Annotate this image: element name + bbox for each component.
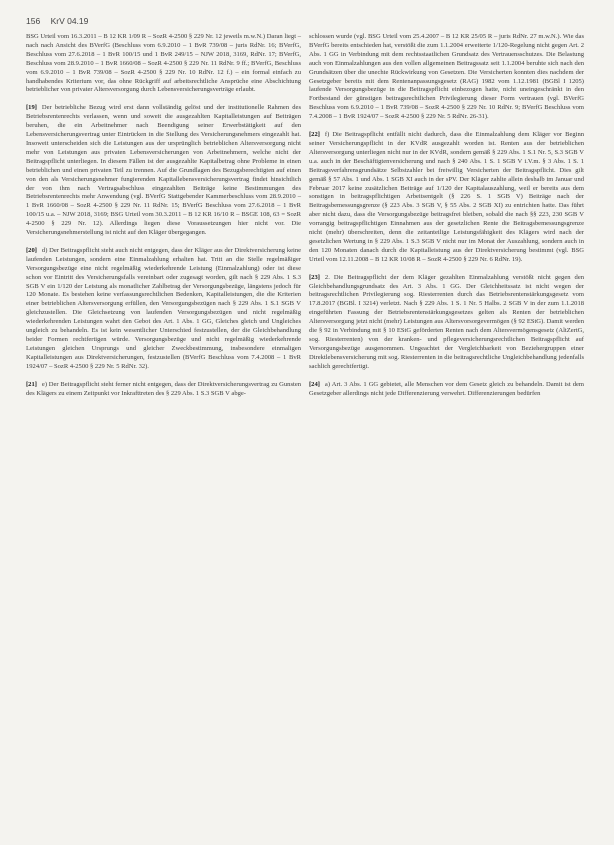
paragraph-text: Der betriebliche Bezug wird erst dann vollständig gelöst und der institutionelle Rahmen des Betriebsrentenrechts verlassen, wenn und soweit die ausgezahlten Kapitalleistungen auf Beiträgen beruhen, die ein Arbeitnehmer nach Beendigung seiner Erwerbstätigkeit auf den Lebensversicherungsvertrag unter Eintrücken in die Stellung des Versicherungsnehmers eingezahlt hat. Insoweit unterscheiden sich die Leistungen aus der ursprünglich betrieblichen Altersversorgung nicht mehr von Leistungen aus privaten Lebensversicherungen von Arbeitnehmern, welche nicht der Beitragspflicht unterliegen. In diesem Fällen ist der ausgezahlte Kapitalbetrag ohne Probleme in einen betrieblichen und einen privaten Teil zu trennen. Auf die Grundlagen des Bezugsberechtigten auf einen von den als Versicherungsnehmer fungierenden Kapitallebensversicherungsvertrag findet hinsichtlich der von ihm nach Vertragsabschluss eingezahlten Beiträge keine Bestimmungen des Betriebsrentenrechts mehr Anwendung (vgl. BVerfG Stattgebender Kammerbeschluss vom 28.9.2010 – 1 BvR 1660/08 – SozR 4-2500 § 229 Nr. 11 RdNr. 15; BVerfG Beschluss vom 27.6.2018 – 1 BvR 100/15 u.a. – NJW 2018, 3169; BSG Urteil vom 30.3.2011 – B 12 KR 16/10 R – BSGE 108, 63 = SozR 4-2500 § 229 Nr. 12). Allerdings liegen diese Voraussetzungen hier nicht vor. Die Versicherungsnehmerstellung ist nicht auf den Kläger übergegangen.: [26, 104, 301, 237]
page-header: [26, 16, 588, 30]
paragraph-text: schlossen wurde (vgl. BSG Urteil vom 25.4.2007 – B 12 KR 25/05 R – juris RdNr. 27 m.w.N.). Wie das BVerfG bereits entschieden hat, verstößt die zum 1.1.2004 erweiterte 1/120-Regelung nicht gegen Art. 2 Abs. 1 GG in Verbindung mit dem rechtsstaatlichen Grundsatz des Vertrauensschutzes. Die Belastung auch von Einmalzahlungen aus den vollen allgemeinen Beitragssatz seit 1.1.2004 beruhte sich nach den Grundsätzen über die unechte Rückwirkung von Gesetzen. Die Versicherten konnten dies nachdem der Gesetzgeber bereits mit dem Rentenanpassungsgesetz (RAG) 1982 vom 1.12.1981 (BGBl I 1205) laufende Versorgungsbezüge in die Beitragspflicht einbezogen hatte, nicht uneingeschränkt in den Fortbestand der günstigen beitragsrechtlichen Privilegierung dieser Form vertrauen (vgl. BVerfG Beschluss vom 6.9.2010 – 1 BvR 739/08 – SozR 4-2500 § 229 Nr. 10 RdNr. 9; BVerfG Beschluss vom 7.4.2008 – 1 BvR 1924/07 – SozR 4-2500 § 229 Nr. 5 RdNr. 26-31).: [309, 33, 584, 121]
paragraph-number: [24]: [309, 380, 320, 388]
paragraph-number: [23]: [309, 273, 320, 281]
right-column: [309, 33, 584, 398]
page-number: 156: [26, 16, 41, 26]
left-column: [26, 33, 301, 398]
paragraph-20: [26, 247, 301, 372]
paragraph-24: [309, 381, 584, 399]
paragraph-text: d) Der Beitragspflicht steht auch nicht entgegen, dass der Kläger aus der Direktversicherung keine laufenden Leistungen, sondern eine Einmalzahlung erhalten hat. Tritt an die Stelle regelmäßiger Versorgungsbezüge eine nicht regelmäßig wiederkehrende Leistung (Einmalzahlung) oder ist diese schon vor Eintritt des Versicherungsfalls vereinbart oder zugesagt worden, gilt nach § 229 Abs. 1 S.3 SGB V ein 1/120 der Leistung als monatlicher Zahlbetrag der Versorgungsbezüge, längstens jedoch für 120 Monate. Es bestehen keine verfassungsrechtlichen Bedenken, Kapitalleistungen, die die Kriterien einer betrieblichen Altersversorgung erfüllen, den Versorgungsbezügen nach § 229 Abs. 1 S.1 SGB V gleichzustellen. Die Gleichsetzung von laufenden Versorgungsbezügen und nicht regelmäßig wiederkehrenden Leistungen wahrt den Gebot des Art. 1 Abs. 1 GG, Gleiches gleich und Ungleiches ungleich zu behandeln. Es ist kein wesentlicher Unterschied festzustellen, der die Gleichbehandlung beider Formen rechtfertigen würde. Versorgungsbezüge und nicht regelmäßig wiederkehrende Leistungen gleichen Ursprungs und gleicher Zweckbestimmung, insbesondere einmaligen Kapitalleistungen aus Direktversicherungen, festzustellen (BVerfG Beschluss vom 7.4.2008 – 1 BvR 1924/07 – SozR 4-2500 § 229 Nr. 5 RdNr. 32).: [26, 246, 301, 370]
paragraph-continuation: [309, 33, 584, 122]
paragraph-23: [309, 274, 584, 372]
paragraph-number: [20]: [26, 246, 37, 254]
paragraph-text: BSG Urteil vom 16.3.2011 – B 12 KR 1/09 R – SozR 4-2500 § 229 Nr. 12 jeweils m.w.N.) Daran liegt – nach nach Ansicht des BVerfG (Beschluss vom 6.9.2010 – 1 BvR 739/08 – juris RdNr. 16; BVerfG, Beschluss vom 27.6.2018 – 1 BvR 100/15 und 1 BvR 249/15 – NJW 2018, 3169, RdNr. 17; BVerfG, Beschluss vom 28.9.2010 – 1 BvR 1660/08 – SozR 4-2500 § 229 Nr. 11 RdNr. 9 ff.; BVerfG, Beschluss vom 6.9.2010 – 1 BvR 739/08 – SozR 4-2500 § 229 Nr. 10 RdNr. 12 f.) – ein formal einfach zu handhabendes Kriterium vor, das ohne Rückgriff auf arbeitsrechtliche Ansprüche eine Abschichtung betrieblicher von privater Altersversorgung durch Lebensversicherungsverträge erlaubt.: [26, 33, 301, 94]
paragraph-number: [21]: [26, 380, 37, 388]
paragraph-22: [309, 131, 584, 265]
paragraph-text: a) Art. 3 Abs. 1 GG gebietet, alle Menschen vor dem Gesetz gleich zu behandeln. Damit ist dem Gesetzgeber allerdings nicht jede Differenzierung verwehrt. Differenzierungen bedürfen: [309, 380, 584, 397]
paragraph-21: [26, 381, 301, 399]
paragraph-continuation: [26, 33, 301, 95]
paragraph-number: [19]: [26, 104, 37, 112]
journal-reference: KrV 04.19: [50, 16, 89, 26]
paragraph-text: f) Die Beitragspflicht entfällt nicht dadurch, dass die Einmalzahlung dem Kläger vor Beginn seiner Versicherungspflicht in der KVdR ausgezahlt worden ist. Renten aus der betrieblichen Altersversorgung unterliegen nicht nur in der KVdR, sondern gemäß § 229 Abs. 1 S.1 Nr. 5, S.3 SGB V u.a. auch in der Beschäftigtenversicherung und nach § 240 Abs. 1 S. 1 SGB V i.V.m. § 3 Abs. 1 S. 1 Beitragsverfahrensgrundsätze Selbstzahler bei freiwillig Versicherten der Beitragspflicht. Dies gilt gemäß § 57 Abs. 1 und Abs. 1 SGB XI auch in der sPV. Der Kläger zahlte allein deshalb im Januar und Februar 2017 keine zusätzlichen Beiträge auf 1/120 der Kapitalauszahlung, weil er bereits aus dem sonstigen in beitragspflichtigen Arbeitsentgelt (§ 226 S. 1 SGB V) Beiträge nach der Beitragsbemessungsgrenze (§ 223 Abs. 3 SGB V, § 55 Abs. 2 SGB XI) zu entrichten hatte. Das führt aber nicht dazu, dass die Versorgungsbezüge beitragsfrei bleiben, sobald die nach §§ 223, 230 SGB V vorrangig beitragspflichtigen Einnahmen aus der gesetzlichen Rente die Beitragsbemessungsgrenze nicht (mehr) überschreiten, denn die zeitanteilige Leistungsfähigkeit des Klägers wird nach der gesetzlichen Wertung in § 229 Abs. 1 S.3 SGB V nicht nur im Monat der Auszahlung, sondern auch in den 120 Monaten danach durch die Kapitalleistung aus der Direktversicherung bestimmt (vgl. BSG Urteil vom 12.11.2008 – B 12 KR 10/08 R – SozR 4-2500 § 229 Nr. 6 RdNr. 19).: [309, 131, 584, 263]
paragraph-19: [26, 104, 301, 238]
paragraph-text: e) Der Beitragspflicht steht ferner nicht entgegen, dass der Direktversicherungsvertrag zu Gunsten des Klägers zu einem Zeitpunkt vor Inkrafttreten des § 229 Abs. 1 S.3 SGB V abge-: [26, 380, 301, 397]
paragraph-number: [22]: [309, 131, 320, 139]
paragraph-text: 2. Die Beitragspflicht der dem Kläger gezahlten Einmalzahlung verstößt nicht gegen den Gleichbehandlungsgrundsatz des Art. 3 Abs. 1 GG. Der Gleichheitssatz ist nicht wegen der beitragsrechtlichen Privilegierung sog. Riesterrenten durch das Betriebsrentenstärkungsgesetz vom 17.8.2017 (BGBl. I 3214) verletzt. Nach § 229 Abs. 1 S. 1 Nr. 5 Halbs. 2 SGB V in der zum 1.1.2018 eingeführten Fassung der Betriebsrentenstärkungsgesetzes gelten als Renten der betrieblichen Altersversorgung jetzt nicht (mehr) Leistungen aus Altersvorsorgevermögen (§ 92 EStG). Damit werden die § 92 in Verbindung mit § 10 EStG geförderten Renten nach dem Altersvermögensgesetz (AltZertG, sog. Riesterrenten) von der kranken- und pflegeversicherungsrechtlichen Beitragspflicht auf Versorgungsbezüge ausgenommen. Ungeachtet der Vergleichbarkeit von Beziehergruppen einer Direktlebensversicherung mit sog. Riesterrenten in die beitragsrechtliche Ungleichbehandlung jedenfalls sachlich gerechtfertigt.: [309, 273, 584, 370]
